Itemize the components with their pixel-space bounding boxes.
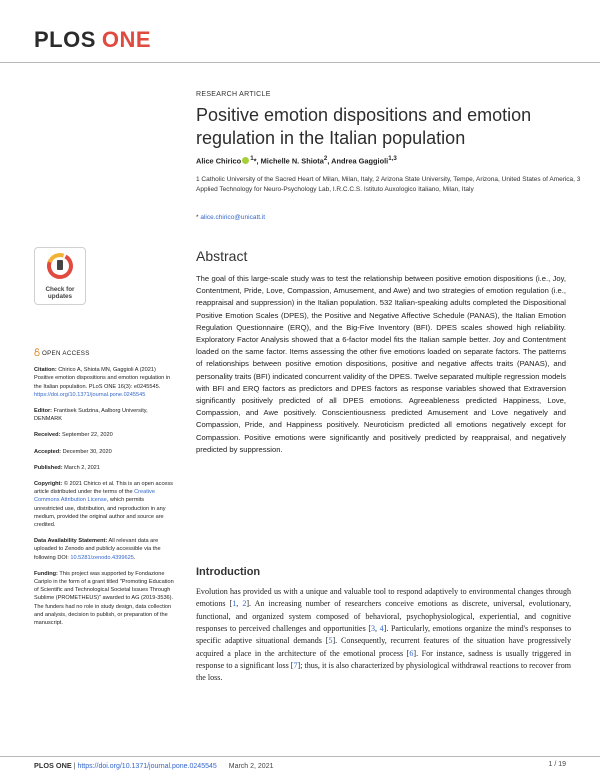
author-list	[196, 155, 576, 165]
accepted-block	[34, 448, 174, 456]
funding-label: Funding:	[34, 570, 58, 577]
header-divider	[0, 62, 600, 63]
intro-text-segment: Evolution has provided us with a unique and valuable tool to respond adaptively to environmental changes through emotions [	[196, 587, 571, 609]
corresponding-email	[196, 214, 265, 221]
received-block	[34, 431, 174, 439]
author-affiliation-mark: 2	[323, 155, 328, 162]
license-link[interactable]: Creative Commons Attribution License	[34, 489, 155, 504]
footer-date: March 2, 2021	[228, 763, 274, 770]
reference-link[interactable]: 3	[371, 624, 376, 634]
journal-logo	[34, 27, 151, 53]
affiliations: 1 Catholic University of the Sacred Heart of Milan, Milan, Italy, 2 Arizona State University, Tempe, Arizona, United States of America, 3 Applied Technology for Neuro-Psychology Lab, I.R.C.C.S. Istituto Auxologico Italiano, Milan, Italy	[196, 176, 581, 193]
reference-link[interactable]: 1	[232, 599, 237, 609]
author-affiliation-mark: 1,3	[388, 155, 397, 162]
article-type: RESEARCH ARTICLE	[196, 91, 271, 98]
article-metadata-sidebar	[34, 348, 174, 635]
footer-separator: |	[71, 763, 78, 770]
published-block	[34, 464, 174, 472]
accepted-date: December 30, 2020	[61, 448, 112, 455]
author-name[interactable]: Alice Chirico	[196, 156, 242, 166]
introduction-heading: Introduction	[196, 566, 261, 578]
open-access-label	[34, 348, 174, 358]
abstract-text: The goal of this large-scale study was to test the relationship between positive emotion dispositions (i.e., Joy, Contentment, Pride, Love, Compassion, Amusement, and Awe) and two strategies of emotion regulation (i.e., reappraisal and suppression) in the Italian population. 532 Italian-speaking adults completed the Dispositional Positive Emotion Scales (DPES), the Positive and Negative Affective Schedule (PANAS), the Italian Emotion Regulation Questionnaire (ERQ), and the Big-Five Inventory (BFI). DPES scales showed high reliability. Exploratory Factor Analysis showed that a 6-factor model fits the Italian sample better. Joy and Contentment loaded on the same factor. Items assessing the other five emotions loaded on separate factors. The patterns of relationships between positive emotion dispositions, positive and negative affects traits (PANAS), and personality traits (BFI) indicated concurrent validity of the DPES. Twelve separated multiple regression models with BFI and ERQ factors as predictors and DPES factors as response variables showed that Extraversion significantly positively predicted of all DPES emotions. Agreeableness predicted Happiness, Love, Compassion, and Awe positively. Conscientiousness predicted Amusement and Love negatively and Compassion, Pride, and Happiness positively. Neuroticism predicted all emotions negatively except for Compassion. Positive emotions were significantly and positively predicted by reappraisal, and negatively predicted by suppression.	[196, 274, 567, 454]
editor-label: Editor:	[34, 408, 53, 415]
copyright-label: Copyright:	[34, 481, 63, 488]
logo-one: ONE	[101, 27, 152, 52]
citation-doi-link[interactable]: https://doi.org/10.1371/journal.pone.0245545	[34, 391, 146, 398]
reference-link[interactable]: 4	[379, 624, 384, 634]
page-number: 1 / 19	[548, 761, 566, 768]
received-label: Received:	[34, 432, 61, 439]
intro-text-segment: ,	[375, 624, 380, 634]
copyright-block	[34, 480, 174, 529]
corresponding-mark: *	[253, 156, 257, 166]
published-label: Published:	[34, 464, 63, 471]
email-link[interactable]: alice.chirico@unicatt.it	[200, 214, 266, 221]
open-access-text: OPEN ACCESS	[42, 350, 90, 357]
reference-link[interactable]: 2	[242, 599, 247, 609]
reference-link[interactable]: 5	[328, 636, 333, 646]
published-date: March 2, 2021	[62, 464, 100, 471]
footer-doi-link[interactable]: https://doi.org/10.1371/journal.pone.0245545	[77, 763, 217, 770]
intro-text-segment: ]. An increasing number of researchers conceive emotions as discrete, universal, evolutionary, functional, and organized system composed of behavioral, psychophysiological, experiential, and cognitive responses to perceived challenges and opportunities [	[196, 599, 571, 634]
intro-text-segment: ,	[236, 599, 243, 609]
author-affiliation-mark: 1	[250, 155, 254, 162]
funding-block	[34, 570, 174, 627]
accepted-label: Accepted:	[34, 448, 62, 455]
check-for-updates-badge[interactable]	[34, 247, 86, 305]
email-mark: *	[196, 214, 199, 221]
intro-text-segment: ]; thus, it is also characterized by physiological withdrawal reactions to recover from the loss.	[196, 661, 571, 683]
funding-text: This project was supported by Fondazione Cariplo in the form of a grant titled "Promoting Education of Scientific and Technological Societal Issues Through Sublime (PROMETHEUS)" awarded to AG (2019-3536). The funders had no role in study design, data collection and analysis, decision to publish, or preparation of the manuscript.	[34, 570, 174, 627]
check-updates-icon	[46, 252, 74, 280]
badge-line-2: updates	[47, 293, 73, 300]
logo-plos: PLOS	[34, 27, 96, 52]
reference-link[interactable]: 7	[293, 661, 298, 671]
copyright-text: © 2021 Chirico et al. This is an open access article distributed under the terms of the	[34, 481, 173, 496]
citation-block	[34, 366, 174, 399]
data-availability-label: Data Availability Statement:	[34, 538, 108, 545]
reference-link[interactable]: 6	[409, 648, 414, 658]
editor-block	[34, 407, 174, 423]
intro-text-segment: ]. Particularly, emotions organize the mind's responses to specific adaptive situational demands [	[196, 624, 571, 646]
intro-text-segment: ]. For instance, sadness is usually triggered in response to a significant loss [	[196, 648, 571, 671]
citation-text: Chirico A, Shiota MN, Gaggioli A (2021) Positive emotion dispositions and emotion regulation in the Italian population. PLoS ONE 16(3): e0245545.	[34, 367, 171, 390]
orcid-icon[interactable]	[242, 157, 249, 164]
data-availability-block	[34, 537, 174, 562]
introduction-text	[196, 586, 571, 685]
editor-text: Frantisek Sudzina, Aalborg University, DENMARK	[34, 408, 148, 423]
received-date: September 22, 2020	[60, 432, 113, 439]
open-lock-icon	[34, 348, 40, 356]
badge-line-1: Check for	[45, 286, 75, 293]
page-footer	[34, 761, 273, 770]
author-name[interactable]: , Andrea Gaggioli	[327, 156, 389, 166]
footer-divider	[0, 756, 600, 757]
intro-text-segment: ]. Consequently, recurrent features of the situation have progressively acquired a place in the architecture of the emotional process [	[196, 636, 571, 658]
citation-label: Citation:	[34, 367, 57, 374]
footer-journal: PLOS ONE	[34, 761, 72, 770]
zenodo-doi-link[interactable]: 10.5281/zenodo.4399625	[70, 554, 134, 561]
author-name[interactable]: , Michelle N. Shiota	[256, 156, 324, 166]
article-title: Positive emotion dispositions and emotion regulation in the Italian population	[196, 105, 532, 148]
abstract-heading: Abstract	[196, 248, 248, 264]
data-availability-text: All relevant data are uploaded to Zenodo and publicly accessible via the following DOI:	[34, 538, 161, 561]
data-availability-end: .	[133, 554, 136, 561]
copyright-text-end: , which permits unrestricted use, distribution, and reproduction in any medium, provided the original author and source are credited.	[34, 497, 166, 529]
